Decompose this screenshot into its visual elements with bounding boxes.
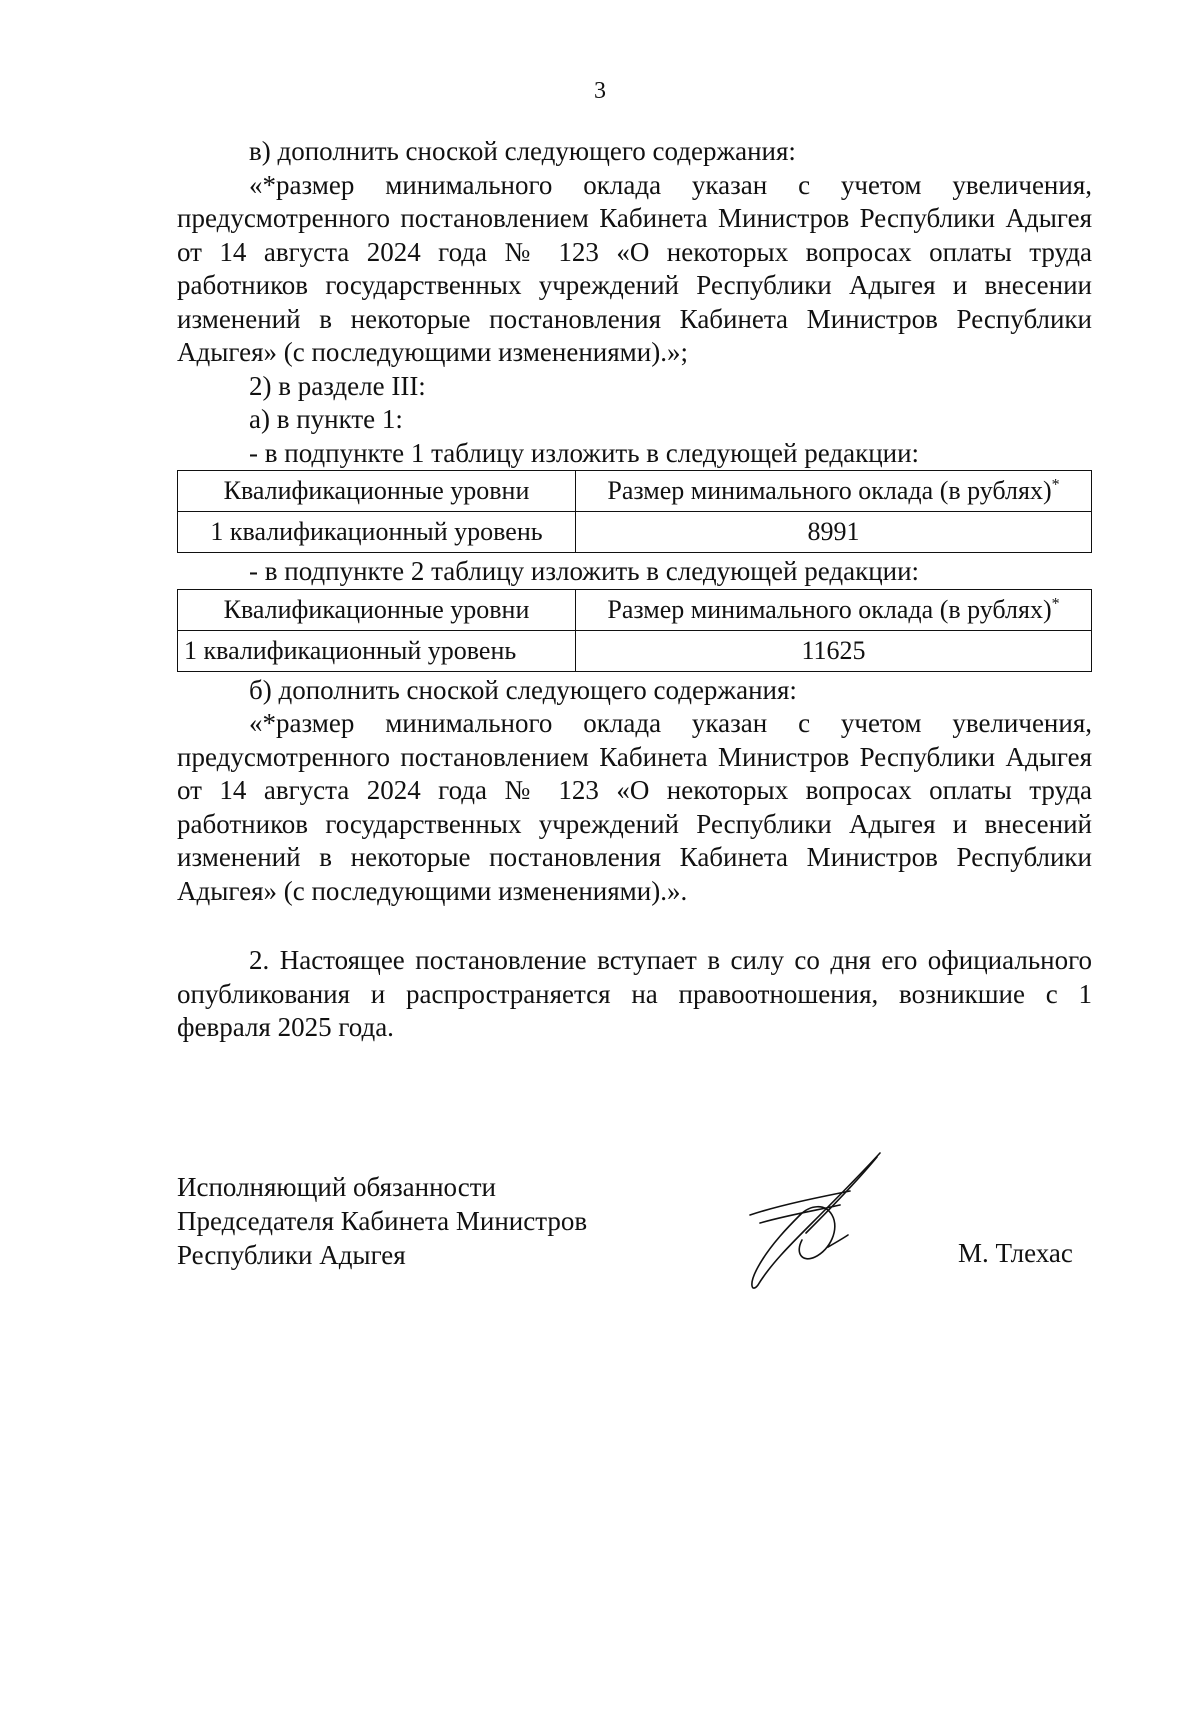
paragraph-entry-into-force: 2. Настоящее постановление вступает в силу со дня его официального опубликования и распространяется на правоотношения, возникшие с 1 февраля 2025 года. xyxy=(177,945,1092,1042)
paragraph-subpoint-2-intro: - в подпункте 2 таблицу изложить в следующей редакции: xyxy=(249,556,920,586)
paragraph-footnote-text-2: «*размер минимального оклада указан с учетом увеличения, предусмотренного постановлением Кабинета Министров Республики Адыгея от 14 августа 2024 года № 123 «О некоторых вопросах оплаты труда работников государственных учреждений Республики Адыгея и внесений изменений в некоторые постановления Кабинета Министров Республики Адыгея» (с последующими изменениями).». xyxy=(177,708,1092,906)
header-qualification-levels: Квалификационные уровни xyxy=(178,589,576,630)
signature-title-line: Председателя Кабинета Министров xyxy=(177,1206,588,1236)
paragraph-section-3: 2) в разделе III: xyxy=(249,370,426,401)
cell-min-salary-value: 11625 xyxy=(576,630,1092,671)
paragraph-footnote-intro-b: б) дополнить сноской следующего содержания: xyxy=(249,674,797,705)
signature-title-block xyxy=(177,1170,587,1272)
paragraph-point-1: а) в пункте 1: xyxy=(249,404,403,434)
signer-name: М. Тлехас xyxy=(958,1238,1073,1268)
signature-title-line: Исполняющий обязанности xyxy=(177,1172,496,1202)
cell-qualification-level: 1 квалификационный уровень xyxy=(178,630,576,671)
paragraph-footnote-intro-v: в) дополнить сноской следующего содержания: xyxy=(249,136,796,166)
cell-min-salary-value: 8991 xyxy=(576,512,1092,553)
table-row xyxy=(178,630,1092,671)
table-row xyxy=(178,512,1092,553)
footnote-mark: * xyxy=(1051,594,1060,612)
header-min-salary xyxy=(576,589,1092,630)
table-header-row xyxy=(178,471,1092,512)
cell-qualification-level: 1 квалификационный уровень xyxy=(178,512,576,553)
header-min-salary-text: Размер минимального оклада (в рублях) xyxy=(607,594,1052,624)
signature-title-line: Республики Адыгея xyxy=(177,1240,406,1270)
header-min-salary-text: Размер минимального оклада (в рублях) xyxy=(607,476,1052,505)
header-min-salary xyxy=(576,471,1092,512)
page-number: 3 xyxy=(594,78,606,104)
table-header-row xyxy=(178,589,1092,630)
paragraph-footnote-text-1: «*размер минимального оклада указан с учетом увеличения, предусмотренного постановлением Кабинета Министров Республики Адыгея от 14 августа 2024 года № 123 «О некоторых вопросах оплаты труда работников государственных учреждений Республики Адыгея и внесении изменений в некоторые постановления Кабинета Министров Республики Адыгея» (с последующими изменениями).»; xyxy=(177,169,1092,367)
paragraph-subpoint-1-intro: - в подпункте 1 таблицу изложить в следующей редакции: xyxy=(249,437,920,468)
document-body xyxy=(177,135,1092,1045)
header-qualification-levels: Квалификационные уровни xyxy=(178,471,576,512)
footnote-mark: * xyxy=(1051,476,1060,494)
handwritten-signature-icon xyxy=(740,1145,890,1295)
salary-table-2 xyxy=(177,589,1092,672)
salary-table-1 xyxy=(177,470,1092,553)
spacer xyxy=(177,908,1092,944)
